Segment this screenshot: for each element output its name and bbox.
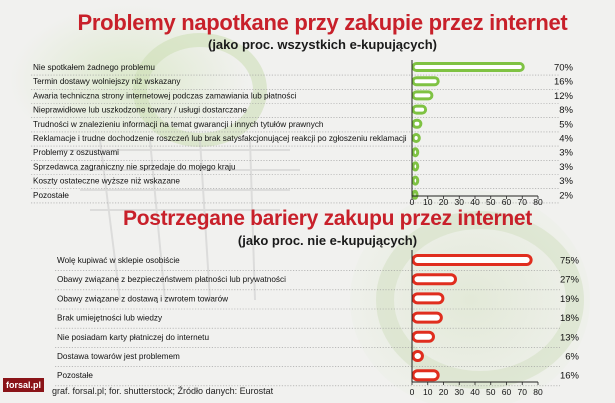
chart1-x-tick-label: 80 <box>533 197 543 207</box>
chart1-category-label: Sprzedawca zagraniczny nie sprzedaje do mojego kraju <box>33 162 236 172</box>
chart2-bar <box>413 352 422 361</box>
chart1-bar <box>413 135 419 142</box>
chart1-value-label: 4% <box>559 133 573 145</box>
chart1-x-tick-label: 10 <box>423 197 433 207</box>
chart1-value-label: 3% <box>559 147 573 159</box>
chart2-value-label: 19% <box>559 293 579 305</box>
chart1-value-label: 16% <box>553 76 573 88</box>
chart2-value-label: 13% <box>559 332 579 344</box>
chart2-category-label: Pozostałe <box>57 371 93 381</box>
chart2-bar <box>413 294 443 303</box>
chart2-category-label: Wolę kupiwać w sklepie osobiście <box>57 256 180 265</box>
chart1-title: Problemy napotkane przy zakupie przez internet <box>77 10 568 35</box>
chart1-category-label: Nieprawidłowe lub uszkodzone towary / usługi dostarczane <box>33 105 247 115</box>
chart1-x-tick-label: 0 <box>409 197 415 207</box>
chart2-bar <box>413 332 433 341</box>
chart1-category-label: Reklamacje i trudne dochodzenie roszczeń lub brak satysfakcjonującej reakcji po zgłoszeniu reklamacji <box>33 134 407 143</box>
chart2-value-label: 16% <box>559 370 579 382</box>
chart1-bar <box>413 149 418 156</box>
chart1-category-label: Koszty ostateczne wyższe niż wskazane <box>33 176 180 186</box>
chart1-bar <box>413 163 418 170</box>
chart1-value-label: 5% <box>559 119 573 131</box>
chart2-category-label: Obawy związane z bezpieczeństwem płatności lub prywatności <box>57 275 286 285</box>
chart2-value-label: 27% <box>559 274 579 286</box>
chart2-category-label: Brak umiejętności lub wiedzy <box>57 313 163 323</box>
chart1-value-label: 3% <box>559 176 573 188</box>
chart2-category-label: Nie posiadam karty płatniczej do internetu <box>57 332 210 342</box>
chart2-x-tick-label: 70 <box>517 387 527 397</box>
chart2-subtitle: (jako proc. nie e-kupujących) <box>237 233 418 248</box>
chart2-category-label: Obawy związane z dostawą i zwrotem towarów <box>57 294 229 304</box>
chart1-subtitle: (jako proc. wszystkich e-kupujących) <box>207 37 438 52</box>
chart1-value-label: 3% <box>559 161 573 173</box>
chart1-x-tick-label: 30 <box>454 197 464 207</box>
chart1-bar <box>413 120 421 127</box>
forsal-logo: forsal.pl <box>3 378 44 392</box>
chart1-category-label: Problemy z oszustwami <box>33 148 119 158</box>
chart1-category-label: Termin dostawy wolniejszy niż wskazany <box>33 77 181 87</box>
chart2-bar <box>413 313 441 322</box>
chart2-title: Postrzegane bariery zakupu przez internet <box>123 207 532 230</box>
chart1-value-label: 70% <box>553 62 573 74</box>
chart1-bar <box>413 177 418 184</box>
chart2-x-tick-label: 0 <box>409 387 415 397</box>
chart1-x-tick-label: 70 <box>517 197 527 207</box>
chart1-bar <box>413 92 432 99</box>
chart2-x-tick-label: 60 <box>501 387 512 397</box>
chart2-x-tick-label: 10 <box>423 387 433 397</box>
chart2-x-tick-label: 40 <box>470 387 480 397</box>
chart1-value-label: 12% <box>553 90 573 102</box>
chart2-x-tick-label: 50 <box>486 387 496 397</box>
chart2-x-tick-label: 20 <box>438 387 449 397</box>
chart1-bar <box>413 64 523 71</box>
chart1-bar <box>413 78 438 85</box>
chart1-x-tick-label: 50 <box>486 197 496 207</box>
chart2-bar <box>413 256 531 265</box>
chart1-category-label: Pozostałe <box>33 190 69 200</box>
chart1-x-tick-label: 20 <box>438 197 449 207</box>
chart2-x-tick-label: 30 <box>454 387 464 397</box>
chart1-category-label: Trudności w znalezieniu informacji na temat gwarancji i innych tytułów prawnych <box>33 119 324 129</box>
chart1-value-label: 2% <box>559 190 573 202</box>
chart1-bar <box>413 106 426 113</box>
chart1-category-label: Nie spotkałem żadnego problemu <box>33 63 155 72</box>
chart2-value-label: 18% <box>559 313 579 325</box>
chart1-x-tick-label: 60 <box>501 197 512 207</box>
chart2-bar <box>413 371 438 380</box>
chart2-x-tick-label: 80 <box>533 387 543 397</box>
chart2-category-label: Dostawa towarów jest problemem <box>57 352 180 361</box>
chart2-bar <box>413 275 456 284</box>
chart1-value-label: 8% <box>559 105 573 117</box>
chart1-category-label: Awaria techniczna strony internetowej podczas zamawiania lub płatności <box>33 91 297 101</box>
source-credits: graf. forsal.pl; for. shutterstock; Źródło danych: Eurostat <box>52 386 274 396</box>
chart1-x-tick-label: 40 <box>470 197 480 207</box>
chart2-value-label: 75% <box>559 255 579 267</box>
chart2-value-label: 6% <box>565 351 579 363</box>
